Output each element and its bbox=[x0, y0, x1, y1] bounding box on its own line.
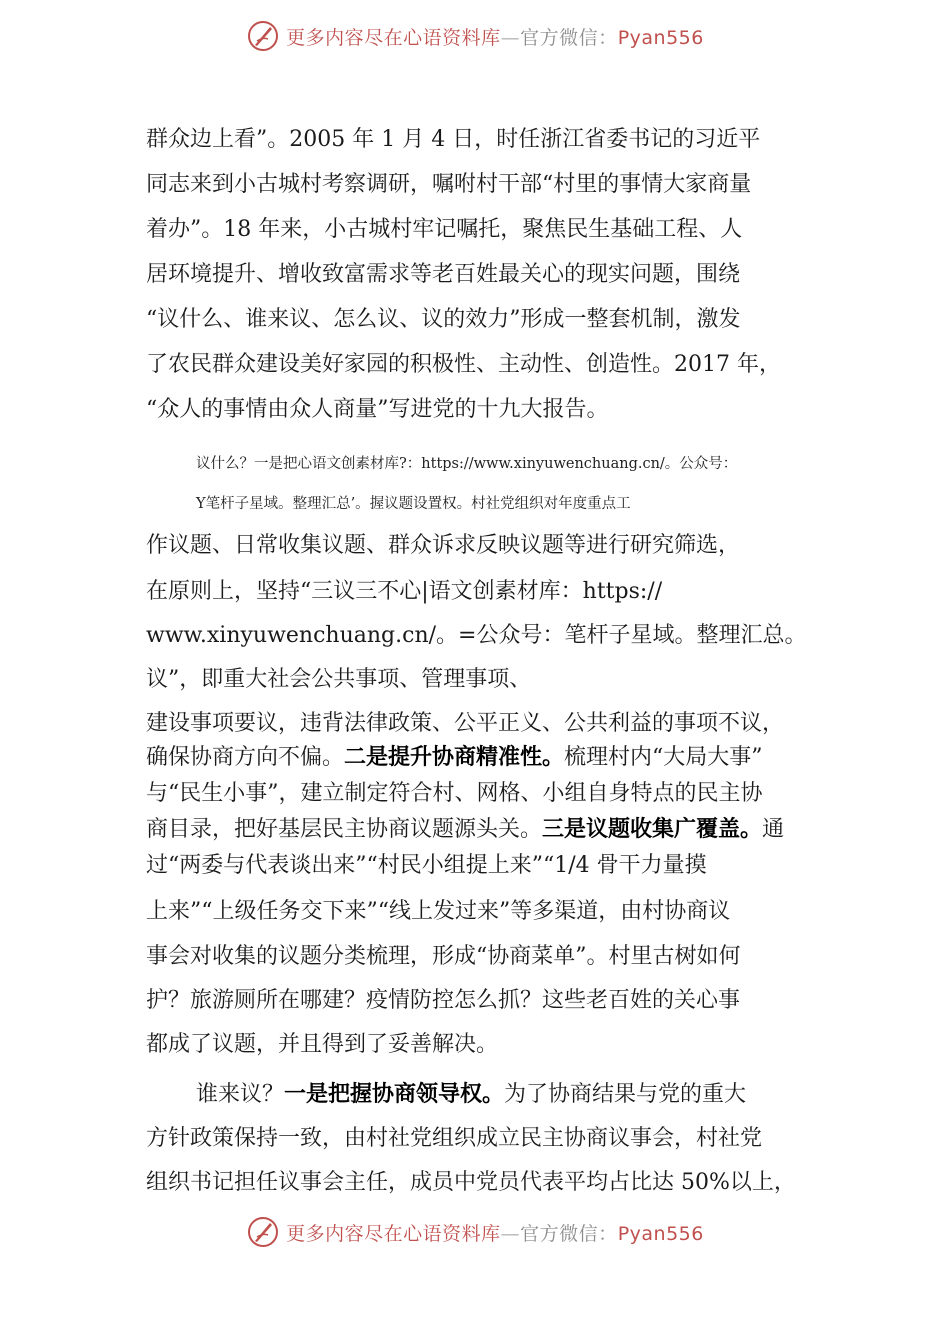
quill-logo-icon bbox=[246, 19, 280, 53]
body-line: 事会对收集的议题分类梳理，形成“协商菜单”。村里古树如何 bbox=[146, 944, 741, 969]
body-line: 同志来到小古城村考察调研，嘱咐村干部“村里的事情大家商量 bbox=[146, 172, 752, 197]
body-line: 作议题、日常收集议题、群众诉求反映议题等进行研究筛选， bbox=[146, 533, 741, 558]
text-run: 谁来议？ bbox=[196, 1082, 285, 1107]
body-line: “众人的事情由众人商量”写进党的十九大报告。 bbox=[146, 397, 609, 422]
body-line: “议什么、谁来议、怎么议、议的效力”形成一整套机制，激发 bbox=[146, 307, 741, 332]
banner-wechat-id: Pyan556 bbox=[617, 26, 704, 49]
footer-banner bbox=[0, 1210, 950, 1254]
body-line: 方针政策保持一致，由村社党组织成立民主协商议事会，村社党 bbox=[146, 1126, 763, 1151]
text-run: 商目录，把好基层民主协商议题源头关。 bbox=[146, 817, 543, 842]
text-run: 通 bbox=[762, 817, 785, 842]
banner-wechat-id: Pyan556 bbox=[617, 1222, 704, 1245]
banner-wechat-label: 官方微信： bbox=[520, 1222, 618, 1245]
body-line: 居环境提升、增收致富需求等老百姓最关心的现实问题，围绕 bbox=[146, 262, 741, 287]
small-line: 议什么？一是把心语文创素材库?：https://www.xinyuwenchuang.cn/。公众号： bbox=[196, 456, 738, 472]
body-line-mixed bbox=[196, 1077, 876, 1108]
bold-heading: 一是把握协商领导权。 bbox=[284, 1082, 505, 1107]
body-line: www.xinyuwenchuang.cn/。=公众号：笔杆子星域。整理汇总。 bbox=[146, 623, 807, 648]
body-line: 组织书记担任议事会主任，成员中党员代表平均占比达 50%以上， bbox=[146, 1170, 796, 1195]
banner-wechat-label: 官方微信： bbox=[520, 26, 618, 49]
body-line: 了农民群众建设美好家园的积极性、主动性、创造性。2017 年， bbox=[146, 352, 781, 377]
banner-separator: — bbox=[500, 26, 521, 49]
body-line: 着办”。18 年来，小古城村牢记嘱托，聚焦民生基础工程、人 bbox=[146, 217, 743, 242]
banner-separator: — bbox=[500, 1222, 521, 1245]
body-line-mixed bbox=[146, 812, 826, 843]
body-line: 过“两委与代表谈出来”“村民小组提上来”“1/4 骨干力量摸 bbox=[146, 853, 707, 878]
banner-main-text: 更多内容尽在心语资料库 bbox=[286, 26, 501, 49]
small-line: Y笔杆子星域。整理汇总’。握议题设置权。村社党组织对年度重点工 bbox=[196, 496, 631, 512]
quill-logo-icon bbox=[246, 1215, 280, 1249]
body-line: 建设事项要议，违背法律政策、公平正义、公共利益的事项不议， bbox=[146, 711, 785, 736]
bold-heading: 二是提升协商精准性。 bbox=[344, 745, 565, 770]
body-line: 在原则上，坚持“三议三不心|语文创素材库：https:// bbox=[146, 579, 663, 604]
body-line-mixed bbox=[146, 740, 826, 771]
body-line: 议”，即重大社会公共事项、管理事项、 bbox=[146, 667, 532, 692]
body-line: 与“民生小事”，建立制定符合村、网格、小组自身特点的民主协 bbox=[146, 781, 763, 806]
bold-heading: 三是议题收集广覆盖。 bbox=[542, 817, 763, 842]
text-run: 确保协商方向不偏。 bbox=[146, 745, 345, 770]
body-line: 群众边上看”。2005 年 1 月 4 日，时任浙江省委书记的习近平 bbox=[146, 127, 761, 152]
body-line: 都成了议题，并且得到了妥善解决。 bbox=[146, 1032, 499, 1057]
header-banner bbox=[0, 14, 950, 58]
body-line: 上来”“上级任务交下来”“线上发过来”等多渠道，由村协商议 bbox=[146, 899, 731, 924]
banner-main-text: 更多内容尽在心语资料库 bbox=[286, 1222, 501, 1245]
text-run: 为了协商结果与党的重大 bbox=[504, 1082, 747, 1107]
text-run: 梳理村内“大局大事” bbox=[564, 745, 763, 770]
body-line: 护？旅游厕所在哪建？疫情防控怎么抓？这些老百姓的关心事 bbox=[146, 988, 741, 1013]
